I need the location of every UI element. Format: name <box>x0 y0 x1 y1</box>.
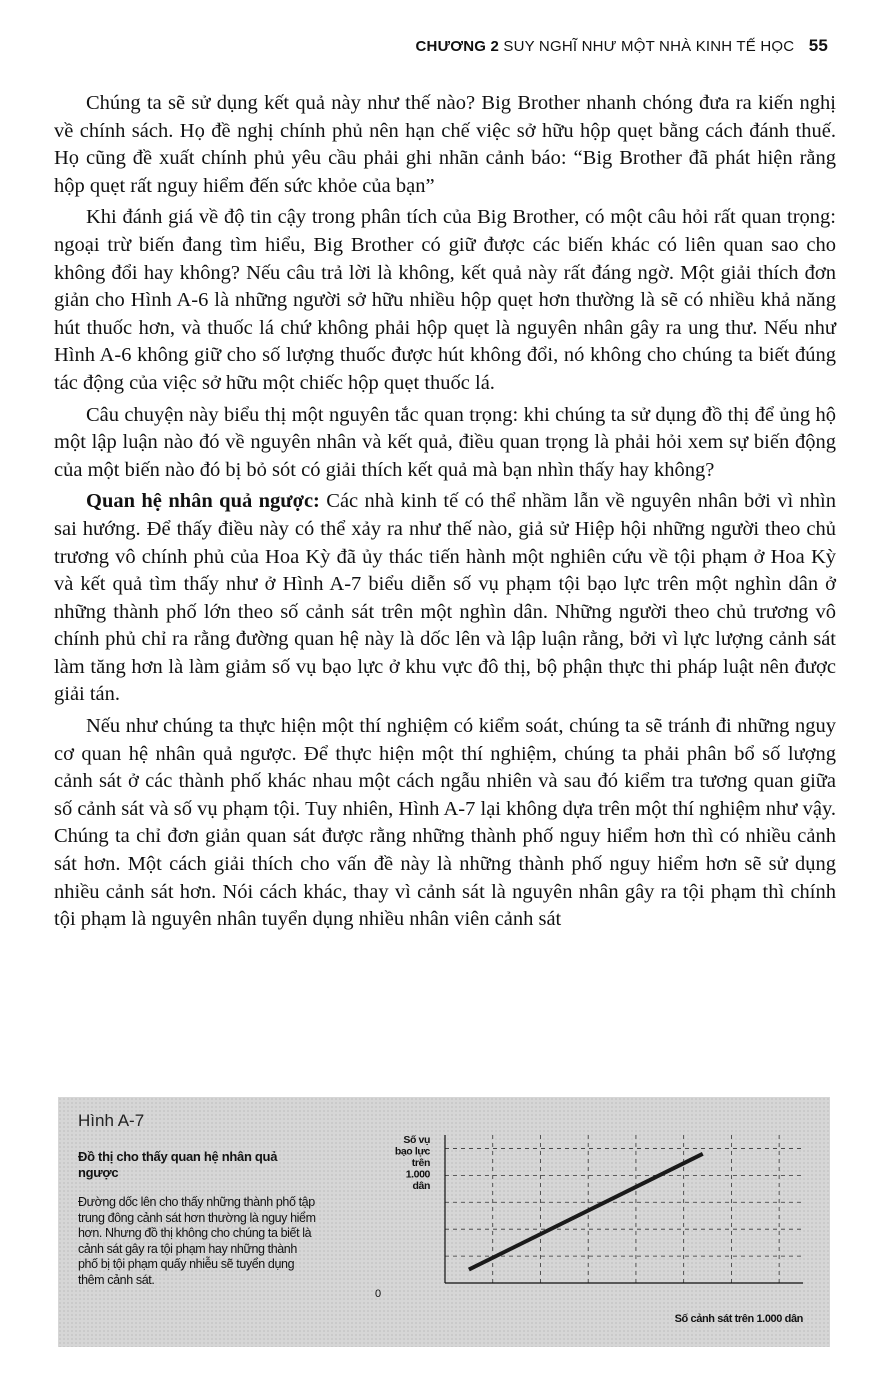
chapter-number: CHƯƠNG 2 <box>415 38 500 55</box>
paragraph-5 <box>54 713 836 934</box>
series-line <box>469 1154 703 1270</box>
y-axis-label-line: dân <box>412 1180 430 1192</box>
paragraph-2 <box>54 204 836 397</box>
figure-caption: Đường dốc lên cho thấy những thành phố tập trung đông cảnh sát hơn thường là nguy hiểm hơn. Nhưng đồ thị không cho chúng ta biết là cảnh sát gây ra tội phạm hay những thành phố bị tội phạm quấy nhiễu sẽ tuyển dụng thêm cảnh sát. <box>78 1195 316 1287</box>
paragraph-3-text: Câu chuyện này biểu thị một nguyên tắc quan trọng: khi chúng ta sử dụng đồ thị để ủng hộ một lập luận nào đó về nguyên nhân và kết quả, điều quan trọng là phải hỏi xem sự biến động của một biến nào đó bị bỏ sót có giải thích kết quả mà bạn nhìn thấy hay không? <box>54 403 836 481</box>
chapter-title: SUY NGHĨ NHƯ MỘT NHÀ KINH TẾ HỌC <box>503 38 795 55</box>
paragraph-2-text: Khi đánh giá về độ tin cậy trong phân tích của Big Brother, có một câu hỏi rất quan trọng: ngoại trừ biến đang tìm hiểu, Big Brother có giữ được các biến khác có liên quan sao cho không đổi hay không? Nếu câu trả lời là không, kết quả này rất đáng ngờ. Một giải thích đơn giản cho Hình A-6 là những người sở hữu nhiều hộp quẹt hơn thường là sẽ có nhiều khả năng hút thuốc hơn, và thuốc lá chứ không phải hộp quẹt là nguyên nhân gây ra ung thư. Nếu như Hình A-6 không giữ cho số lượng thuốc được hút không đổi, nó không cho chúng ta biết đúng tác động của việc sở hữu một chiếc hộp quẹt thuốc lá. <box>54 206 836 394</box>
paragraph-4-text: Các nhà kinh tế có thể nhầm lẫn về nguyên nhân bởi vì nhìn sai hướng. Để thấy điều này có thể xảy ra như thế nào, giả sử Hiệp hội những người theo chủ trương vô chính phủ của Hoa Kỳ đã ủy thác tiến hành một nghiên cứu về tội phạm ở Hoa Kỳ và kết quả tìm thấy như ở Hình A-7 biểu diễn số vụ phạm tội bạo lực trên một nghìn dân ở những thành phố lớn theo số cảnh sát trên một nghìn dân. Những người theo chủ trương vô chính phủ chỉ ra rằng đường quan hệ này là dốc lên và lập luận rằng, bởi vì lực lượng cảnh sát làm tăng hơn là làm giảm số vụ bạo lực ở khu vực đô thị, bộ phận thực thi pháp luật nên được giải tán. <box>54 490 837 706</box>
body-text <box>54 90 836 938</box>
paragraph-4-lead: Quan hệ nhân quả ngược: <box>86 490 320 513</box>
x-axis-label: Số cảnh sát trên 1.000 dân <box>674 1313 803 1325</box>
y-axis-label-line: trên <box>411 1157 430 1169</box>
chart-grid <box>445 1135 803 1283</box>
paragraph-5-text: Nếu như chúng ta thực hiện một thí nghiệm có kiểm soát, chúng ta sẽ tránh đi những nguy cơ quan hệ nhân quả ngược. Để thực hiện một thí nghiệm, chúng ta phải phân bổ số lượng cảnh sát ở các thành phố khác nhau một cách ngẫu nhiên và sau đó kiểm tra tương quan giữa số cảnh sát và số vụ phạm tội. Tuy nhiên, Hình A-7 lại không dựa trên một thí nghiệm như vậy. Chúng ta chỉ đơn giản quan sát được rằng những thành phố nguy hiểm hơn thì có nhiều cảnh sát hơn. Một cách giải thích cho vấn đề này là những thành phố nguy hiểm hơn sẽ sử dụng nhiều cảnh sát hơn. Nói cách khác, thay vì cảnh sát là nguyên nhân gây ra tội phạm thì chính tội phạm là nguyên nhân tuyển dụng nhiều nhân viên cảnh sát <box>54 715 836 931</box>
running-head <box>416 36 829 56</box>
paragraph-1-text: Chúng ta sẽ sử dụng kết quả này như thế nào? Big Brother nhanh chóng đưa ra kiến nghị về chính sách. Họ đề nghị chính phủ nên hạn chế việc sở hữu hộp quẹt bằng cách đánh thuế. Họ cũng đề xuất chính phủ yêu cầu phải ghi nhãn cảnh báo: “Big Brother đã phát hiện rằng hộp quẹt rất nguy hiểm đến sức khỏe của bạn” <box>54 92 836 197</box>
origin-label: 0 <box>374 1288 382 1300</box>
page-number: 55 <box>808 36 828 55</box>
figure-label: Hình A-7 <box>78 1111 145 1130</box>
paragraph-4 <box>54 488 836 709</box>
paragraph-1 <box>54 90 836 200</box>
paragraph-3 <box>54 402 836 485</box>
figure-a7 <box>58 1097 830 1347</box>
y-axis-label-line: Số vụ <box>403 1134 430 1146</box>
y-axis-label-line: bạo lực <box>394 1145 430 1158</box>
y-axis-label-line: 1.000 <box>405 1168 430 1181</box>
y-axis-label <box>395 1134 431 1192</box>
figure-title: Đồ thị cho thấy quan hệ nhân quả ngược <box>78 1149 278 1180</box>
chart-series <box>469 1154 703 1270</box>
chart <box>328 1125 818 1340</box>
